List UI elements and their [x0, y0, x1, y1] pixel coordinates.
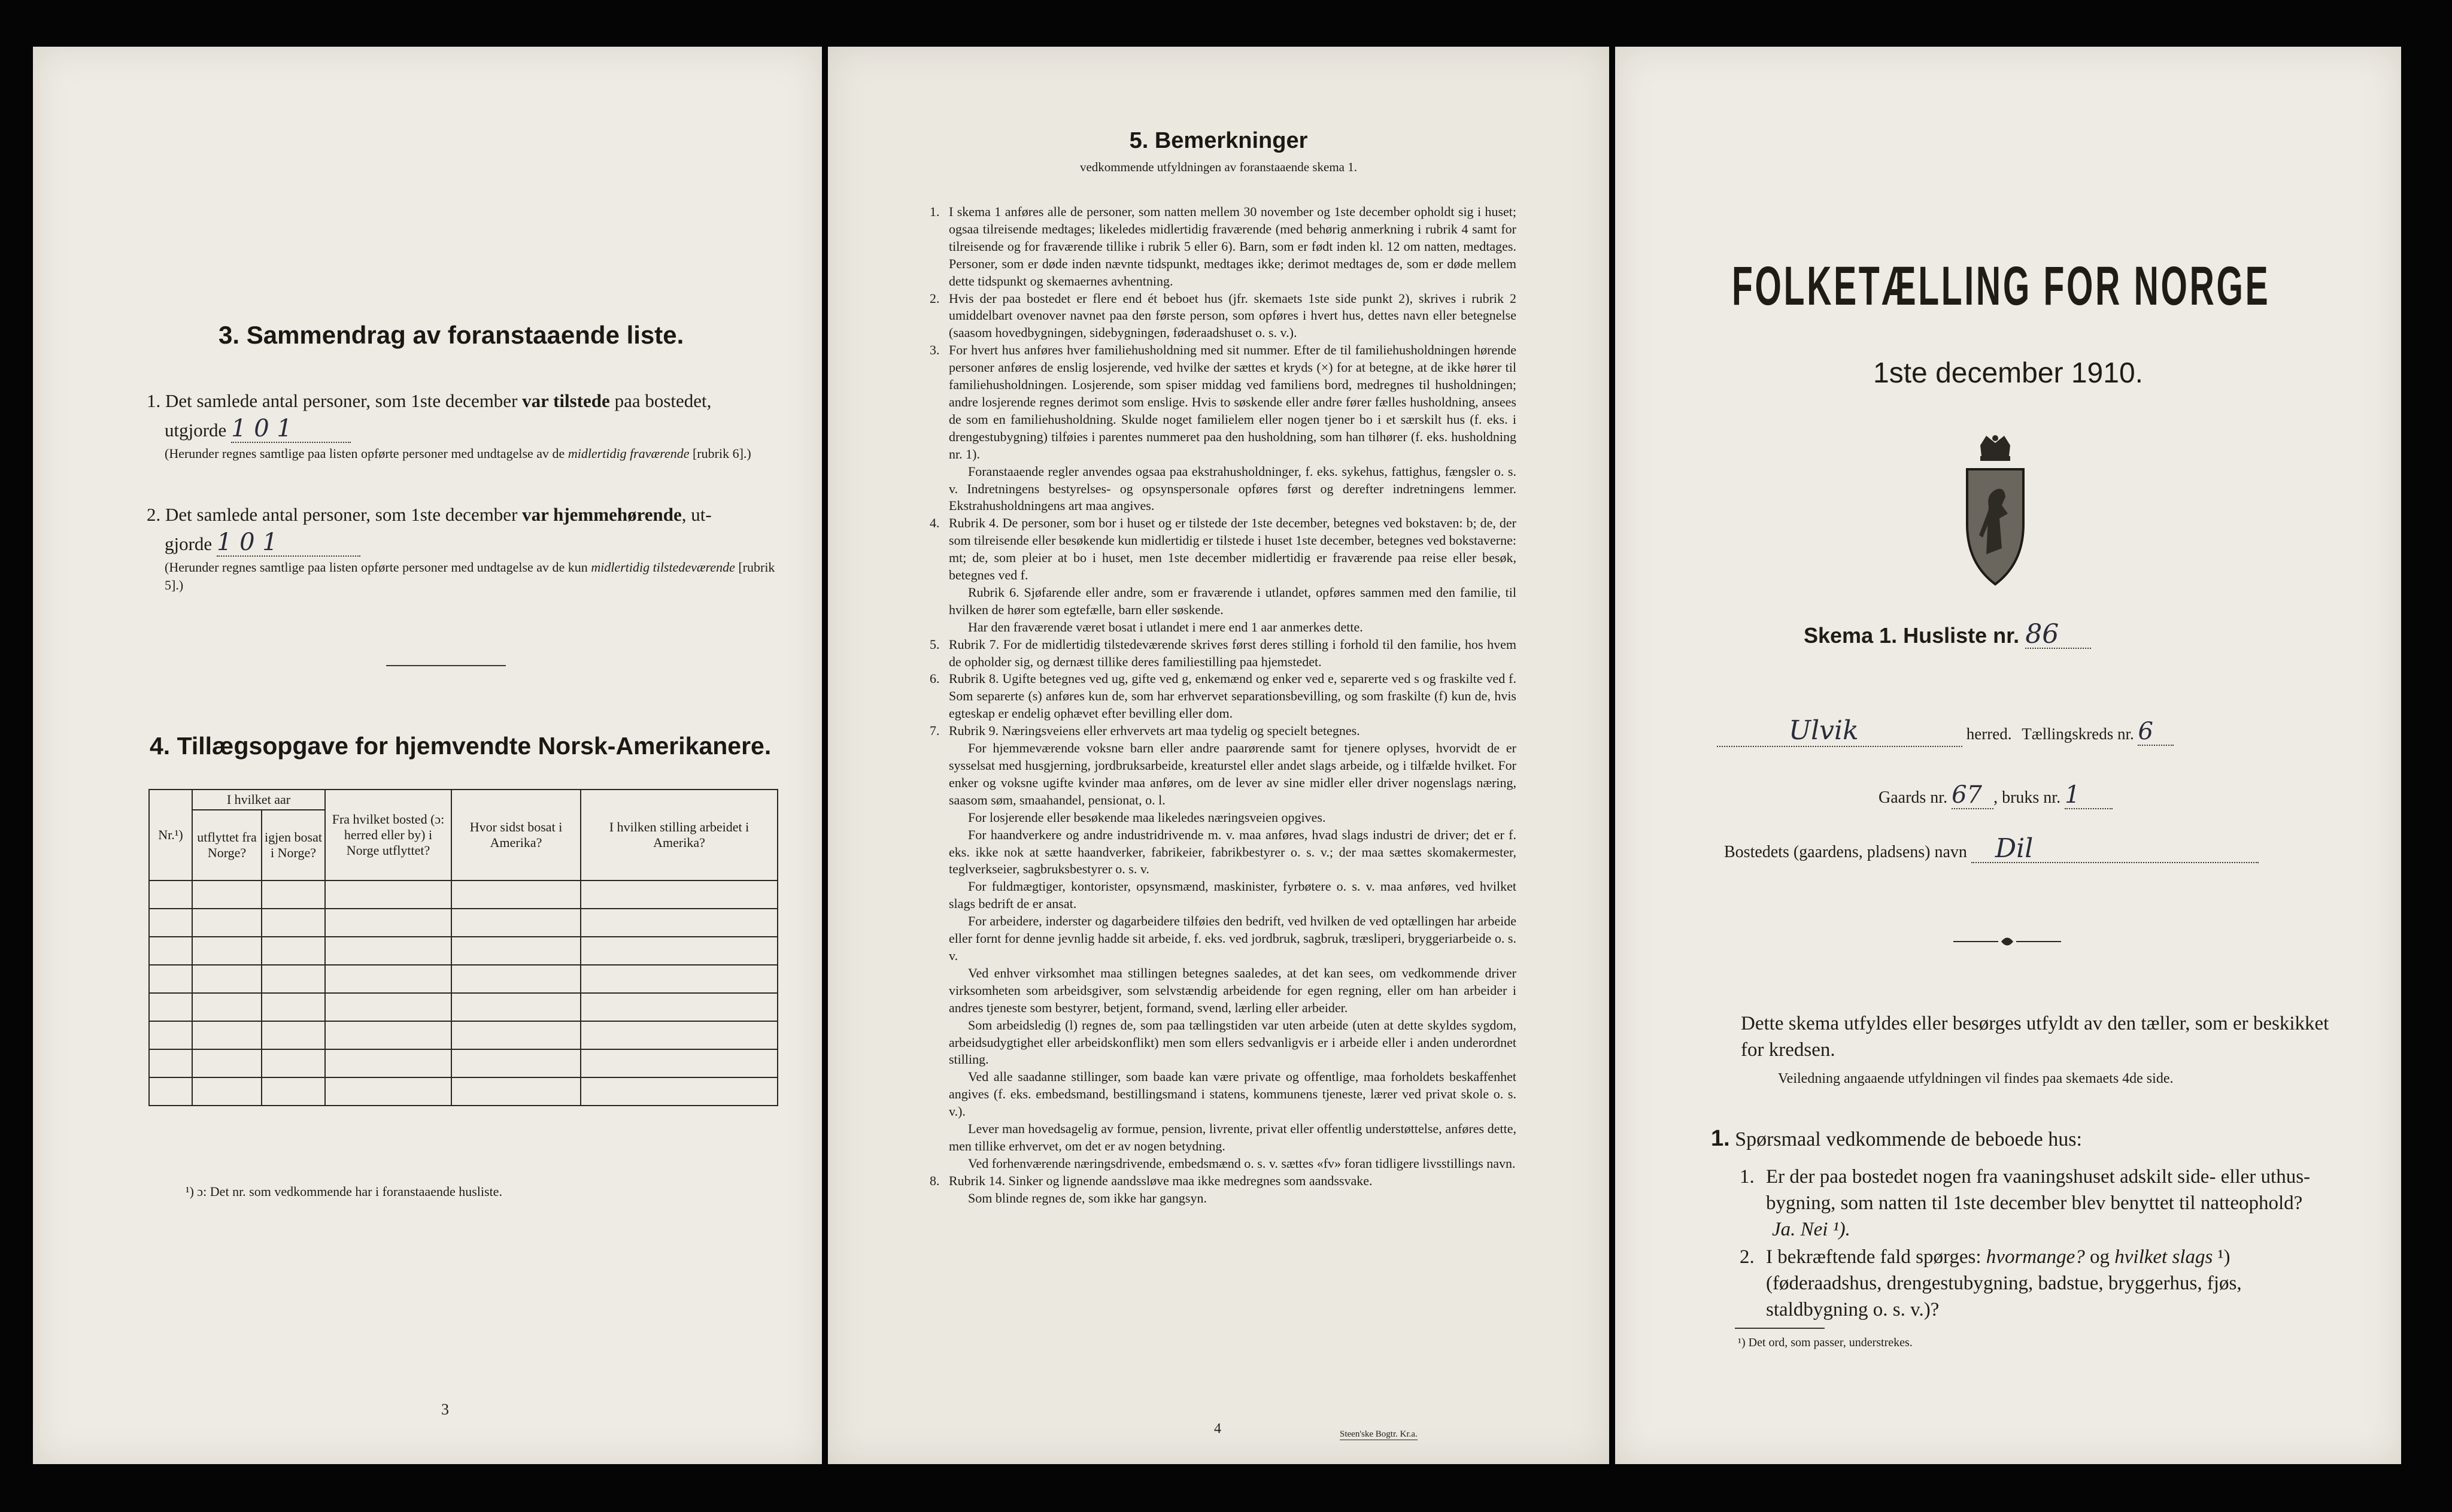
questions-heading-num: 1.	[1711, 1126, 1730, 1151]
coat-of-arms-icon	[1962, 435, 2028, 587]
table-cell	[262, 909, 325, 937]
table-cell	[581, 1021, 778, 1049]
table-cell	[262, 1049, 325, 1077]
col-nr: Nr.¹)	[149, 790, 192, 881]
skema-line	[1804, 621, 2091, 649]
remark-paragraph: Har den fraværende været bosat i utlandet i mere end 1 aar anmerkes dette.	[968, 619, 1363, 634]
col-stilling: I hvilken stilling arbeidet i Amerika?	[581, 790, 778, 881]
table-cell	[192, 909, 262, 937]
remark-paragraph	[930, 204, 1516, 290]
question-2-italic-1: hvormange?	[1986, 1246, 2085, 1268]
table-row	[149, 1021, 778, 1049]
footnote-rule	[1735, 1328, 1825, 1329]
table-cell	[325, 1049, 451, 1077]
remark-paragraph	[930, 670, 1516, 722]
table-cell	[451, 993, 581, 1021]
remark-number: 5.	[930, 636, 940, 652]
table-cell	[149, 909, 192, 937]
item-2-label: gjorde	[165, 533, 213, 554]
question-2-text: I bekræftende fald spørges:	[1766, 1246, 1986, 1268]
census-date: 1ste december 1910.	[1873, 357, 2143, 389]
remark-paragraph	[930, 290, 1516, 342]
page-number: 4	[1214, 1421, 1221, 1437]
bruks-value: 1	[2065, 782, 2113, 809]
remark-text: For hvert hus anføres hver familiehusholdning med sit nummer. Efter de til familiehusholdningen hørende personer anføres de enslig losjerende, ved hvilke der sættes et kryds (×) for at betegne, at de ikke hører til familiehusholdningen. Losjerende, som spiser middag ved familiens bord, medregnes til husholdningen; andre losjerende regnes derimot som enslige. Hvis to søskende eller andre fører fælles husholdning, ansees de som en familiehusholdning. Skulde noget familielem eller nogen tjener bo i et særskilt hus (f. eks. i drengestubygning) tilføies i parentes nummeret paa den husholdning, som han tilhører (f. eks. husholdning nr. 1).	[949, 342, 1516, 462]
printer-mark: Steen'ske Bogtr. Kr.a.	[1340, 1429, 1418, 1439]
remark-paragraph: For losjerende eller besøkende maa likeledes næringsveien opgives.	[968, 809, 1326, 825]
remark-text: Rubrik 14. Sinker og lignende aandssløve maa ikke medregnes som aandssvake.	[949, 1173, 1373, 1188]
table-cell	[451, 1049, 581, 1077]
guidance-text: Veiledning angaaende utfyldningen vil findes paa skemaets 4de side.	[1778, 1071, 2174, 1086]
questions-heading	[1711, 1125, 2082, 1153]
remark-text: Rubrik 9. Næringsveiens eller erhvervets art maa tydelig og specielt betegnes.	[949, 723, 1360, 739]
bosted-label: Bostedets (gaardens, pladsens) navn	[1724, 843, 1967, 861]
table-cell	[325, 965, 451, 993]
remark-text: Rubrik 7. For de midlertidig tilstedeværende skrives først deres stilling i forhold til den familie, hos hvem de opholder sig, og dernæst tillike deres familiestilling paa hjemstedet.	[949, 636, 1516, 669]
table-row	[149, 937, 778, 965]
husliste-number: 86	[2025, 621, 2091, 649]
remark-paragraph: For haandverkere og andre industridrivende m. v. maa anføres, hvad slags industri de driver; det er f. eks. ikke nok at sætte haandverker, fabrikeier, fabrikbestyrer o. s. v.; der maa sættes skomakermester, teglverkseier, sagbruksbestyrer o. s. v.	[949, 827, 1516, 877]
table-cell	[581, 909, 778, 937]
item-2-bold: var hjemmehørende	[522, 504, 682, 525]
question-1-num: 1.	[1740, 1166, 1755, 1188]
table-cell	[451, 965, 581, 993]
remark-paragraph	[930, 1173, 1516, 1190]
table-footnote: ¹) ɔ: Det nr. som vedkommende har i foranstaaende husliste.	[186, 1184, 502, 1199]
item-2-value: 1 0 1	[217, 529, 360, 557]
remark-paragraph: For arbeidere, inderster og dagarbeidere tilføies den bedrift, ved hvilken de ved optællingen har arbeide eller fornt for denne jevnlig hadde sit arbeide, f. eks. ved jordbruk, sagbruk, træsliperi, bryggeriarbeide o. s. v.	[949, 913, 1516, 963]
section-3-title: 3. Sammendrag av foranstaaende liste.	[219, 321, 684, 349]
herred-value: Ulvik	[1717, 716, 1962, 747]
table-cell	[192, 1049, 262, 1077]
remark-number: 6.	[930, 671, 940, 687]
item-2-text-end: , ut-	[681, 504, 712, 525]
remark-paragraph: Ved alle saadanne stillinger, som baade kan være private og offentlige, maa forholdets beskaffenhet angives (f. eks. embedsmand, bestillingsmand i statens, kommunens tjeneste, lærer ved privat skole o. s. v.).	[949, 1069, 1516, 1119]
remark-number: 7.	[930, 723, 940, 739]
remark-paragraph: Foranstaaende regler anvendes ogsaa paa ekstrahusholdninger, f. eks. sykehus, fattighus, fængsler o. s. v. Indretningens bestyrelses- og opsynspersonale opføres først og derefter indretningens lemmer. Ekstrahusholdningens art maa angives.	[949, 463, 1516, 514]
questions-heading-text: Spørsmaal vedkommende de beboede hus:	[1735, 1128, 2082, 1150]
remark-paragraph: Lever man hovedsagelig av formue, pension, livrente, privat eller offentlig understøttelse, anføres dette, men tillike erhvervet, om det er av nogen betydning.	[949, 1121, 1516, 1153]
table-cell	[262, 965, 325, 993]
remark-text: I skema 1 anføres alle de personer, som natten mellem 30 november og 1ste december opholdt sig i huset; ogsaa tilreisende medtages; likeledes midlertidig fraværende (med behørig anmerkning i rubrik 4 samt for tilreisende og for fraværende tillike i rubrik 5 eller 6). Barn, som er født inden kl. 12 om natten, medtages. Personer, som er døde inden nævnte tidspunkt, medtages ikke; derimot medtages de, som er døde mellem dette tidspunkt og skemaernes avhentning.	[949, 204, 1516, 289]
table-cell	[262, 1021, 325, 1049]
gaards-label: Gaards nr.	[1879, 788, 1948, 807]
item-2-note-end: [rubrik 5].)	[165, 560, 775, 593]
question-2-text-end: ¹) (føderaadshus, drengestubygning, badstue, bryggerhus, fjøs, staldbygning o. s. v.)?	[1766, 1246, 2242, 1320]
table-cell	[149, 881, 192, 909]
item-1-text: 1. Det samlede antal personer, som 1ste december	[147, 390, 523, 411]
remark-paragraph: Rubrik 6. Sjøfarende eller andre, som er fraværende i utlandet, opføres sammen med den familie, til hvilken de hører som egtefælle, barn eller søskende.	[949, 584, 1516, 617]
remark-number: 2.	[930, 290, 940, 306]
table-cell	[451, 909, 581, 937]
footnote: ¹) Det ord, som passer, understrekes.	[1738, 1336, 1913, 1349]
divider	[386, 665, 506, 666]
remark-paragraph: For fuldmægtiger, kontorister, opsynsmænd, maskinister, fyrbøtere o. s. v. maa anføres, ved hvilket slags bedrift de er ansat.	[949, 879, 1516, 912]
question-2-text-mid: og	[2084, 1246, 2115, 1268]
table-cell	[149, 1021, 192, 1049]
gaards-value: 67	[1952, 782, 1993, 809]
remark-paragraph: For hjemmeværende voksne barn eller andre paarørende samt for tjenere oplyses, hvorvidt de er sysselsat med husgjerning, jordbruksarbeide, kreaturstel eller andet slags arbeide, og i tilfælde hvilket. For enker og voksne ugifte kvinder maa anføres, om de lever av sine midler eller driver nogenslags næring, saasom søm, smaahandel, pensionat, o. l.	[949, 740, 1516, 807]
col-igjen-bosat: igjen bosat i Norge?	[262, 810, 325, 881]
remark-paragraph: Som blinde regnes de, som ikke har gangsyn.	[968, 1190, 1207, 1206]
remark-text: Hvis der paa bostedet er flere end ét beboet hus (jfr. skemaets 1ste side punkt 2), skrives i rubrik 2 umiddelbart ovenover navnet paa den første person, som opføres i hvert hus, dettes navn eller betegnelse (saasom hovedbygningen, sidebygningen, føderaadshuset o. s. v.).	[949, 290, 1516, 341]
remark-number: 4.	[930, 515, 940, 531]
census-title: FOLKETÆLLING FOR NORGE	[1732, 256, 2271, 317]
page-number: 3	[441, 1401, 449, 1418]
remark-text: Rubrik 8. Ugifte betegnes ved ug, gifte ved g, enkemænd og enker ved e, separerte ved s og fraskilte ved f. Som separerte (s) anføres kun de, som har erhvervet separationsbevilling, og som fraskilte (f) kun de, hvis egteskap er endelig ophævet efter bevilling eller dom.	[949, 671, 1516, 721]
remark-paragraph: Som arbeidsledig (l) regnes de, som paa tællingstiden var uten arbeide (uten at dette skyldes sygdom, arbeidsudygtighet eller arbeidskonflikt) men som ellers sedvanligvis er i arbeide eller i anden underordnet stilling.	[949, 1017, 1516, 1067]
table-cell	[149, 965, 192, 993]
remark-number: 1.	[930, 204, 940, 219]
skema-label: Skema 1. Husliste nr.	[1804, 623, 2020, 648]
question-1	[1740, 1164, 2338, 1243]
table-row	[149, 909, 778, 937]
table-cell	[451, 1021, 581, 1049]
table-cell	[192, 993, 262, 1021]
remark-number: 8.	[930, 1173, 940, 1188]
table-cell	[192, 881, 262, 909]
summary-item-1	[147, 387, 781, 445]
item-1-bold: var tilstede	[522, 390, 610, 411]
table-cell	[581, 937, 778, 965]
table-cell	[581, 881, 778, 909]
bruks-label: , bruks nr.	[1993, 788, 2061, 807]
table-cell	[325, 881, 451, 909]
remarks-title: 5. Bemerkninger	[1129, 128, 1308, 153]
table-cell	[581, 965, 778, 993]
col-group-year: I hvilket aar	[192, 790, 325, 810]
table-cell	[325, 937, 451, 965]
question-2-italic-2: hvilket slags	[2114, 1246, 2213, 1268]
table-cell	[451, 937, 581, 965]
item-1-label: utgjorde	[165, 420, 227, 441]
remark-text: Rubrik 4. De personer, som bor i huset og er tilstede der 1ste december, betegnes ved bokstaven: b; de, der som tilreisende eller besøkende kun midlertidig er tilstede i huset 1ste december, betegnes ved bokstaverne: mt; de, som pleier at bo i huset, men 1ste december midlertidig er fraværende paa reise eller besøk, betegnes ved f.	[949, 515, 1516, 583]
remark-paragraph: Ved enhver virksomhet maa stillingen betegnes saaledes, at det kan sees, om vedkommende driver virksomheten som arbeidsgiver, som selvstændig arbeidende for egen regning, eller om han arbeider i andres tjeneste som bestyrer, betjent, formand, svend, lærling eller arbeider.	[949, 965, 1516, 1015]
item-1-text-end: paa bostedet,	[609, 390, 712, 411]
item-1-note-italic: midlertidig fraværende	[568, 446, 690, 461]
table-row	[149, 881, 778, 909]
remark-paragraph: Ved forhenværende næringsdrivende, embedsmænd o. s. v. sættes «fv» foran tidligere livsstillings navn.	[968, 1155, 1516, 1171]
table-cell	[262, 881, 325, 909]
table-cell	[192, 937, 262, 965]
col-bosted: Fra hvilket bosted (ɔ: herred eller by) i Norge utflyttet?	[325, 790, 451, 881]
gaards-line	[1879, 782, 2113, 811]
remarks-list	[930, 204, 1516, 1207]
question-1-text: Er der paa bostedet nogen fra vaaningshuset adskilt side- eller uthus-bygning, som natten til 1ste december blev benyttet til natteophold?	[1766, 1166, 2311, 1214]
table-cell	[262, 993, 325, 1021]
remark-paragraph	[930, 515, 1516, 584]
table-cell	[192, 1077, 262, 1106]
remarks-subtitle: vedkommende utfyldningen av foranstaaende skema 1.	[1079, 160, 1357, 174]
col-utflyttet: utflyttet fra Norge?	[192, 810, 262, 881]
herred-label: herred.	[1966, 725, 2012, 743]
remark-number: 3.	[930, 342, 940, 358]
title-page	[1615, 47, 2401, 1464]
remark-paragraph	[930, 636, 1516, 671]
col-sidst-bosat: Hvor sidst bosat i Amerika?	[451, 790, 581, 881]
item-2-text: 2. Det samlede antal personer, som 1ste december	[147, 504, 523, 525]
item-1-note	[165, 445, 775, 463]
summary-item-2	[147, 500, 781, 558]
krets-label: Tællingskreds nr.	[2022, 725, 2134, 743]
item-2-note	[165, 558, 775, 594]
item-2-note-italic: midlertidig tilstedeværende	[591, 560, 735, 575]
table-cell	[262, 937, 325, 965]
table-cell	[192, 965, 262, 993]
table-cell	[581, 1049, 778, 1077]
table-row	[149, 965, 778, 993]
table-cell	[192, 1021, 262, 1049]
table-row	[149, 1049, 778, 1077]
bosted-line	[1724, 833, 2259, 866]
item-1-note-text: (Herunder regnes samtlige paa listen opførte personer med undtagelse av de	[165, 446, 568, 461]
norsk-amerikanere-table	[148, 789, 778, 1106]
table-cell	[325, 993, 451, 1021]
table-cell	[325, 909, 451, 937]
remark-paragraph	[930, 722, 1516, 740]
table-cell	[262, 1077, 325, 1106]
table-cell	[325, 1021, 451, 1049]
page-3	[33, 47, 822, 1464]
table-cell	[325, 1077, 451, 1106]
table-cell	[451, 881, 581, 909]
ornament-divider-icon	[1950, 933, 2064, 951]
krets-value: 6	[2138, 718, 2174, 746]
table-cell	[451, 1077, 581, 1106]
table-row	[149, 993, 778, 1021]
section-4-title: 4. Tillægsopgave for hjemvendte Norsk-Amerikanere.	[150, 732, 772, 760]
table-cell	[149, 993, 192, 1021]
question-2-num: 2.	[1740, 1246, 1755, 1268]
question-1-answer: Ja. Nei ¹).	[1772, 1219, 1850, 1240]
table-cell	[149, 937, 192, 965]
item-1-note-end: [rubrik 6].)	[689, 446, 751, 461]
bosted-value: Dil	[1971, 836, 2259, 863]
table-cell	[581, 1077, 778, 1106]
item-1-value: 1 0 1	[231, 415, 351, 443]
page-4	[828, 47, 1609, 1464]
instruction-text: Dette skema utfyldes eller besørges utfyldt av den tæller, som er beskikket for kredsen.	[1741, 1013, 2329, 1061]
remark-paragraph	[930, 342, 1516, 463]
herred-line	[1717, 716, 2351, 747]
table-cell	[149, 1077, 192, 1106]
table-row	[149, 1077, 778, 1106]
table-cell	[581, 993, 778, 1021]
table-cell	[149, 1049, 192, 1077]
question-2	[1740, 1244, 2338, 1323]
item-2-note-text: (Herunder regnes samtlige paa listen opførte personer med undtagelse av de kun	[165, 560, 591, 575]
